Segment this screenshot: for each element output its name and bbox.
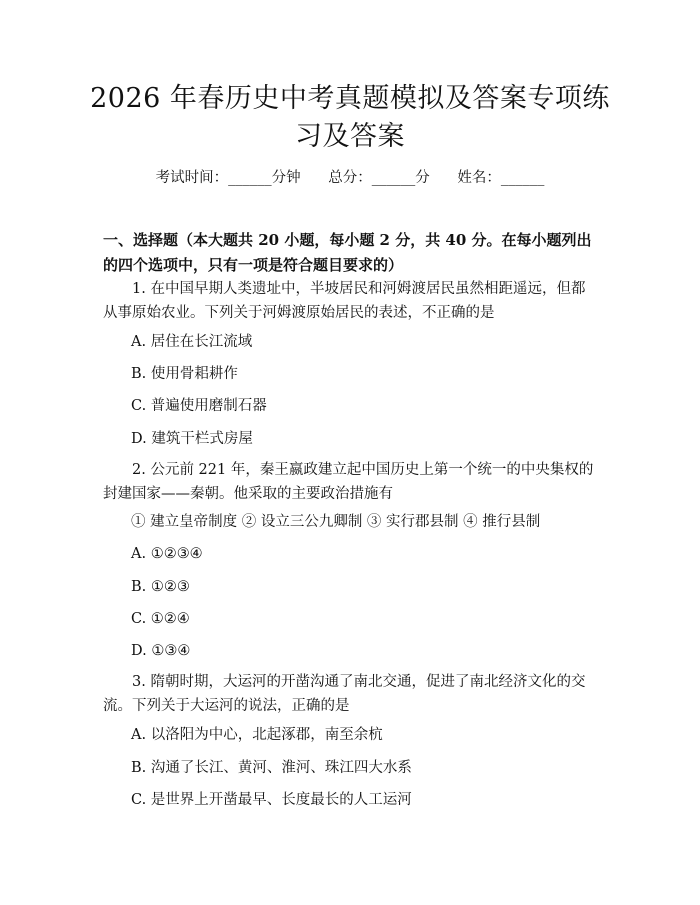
question-2-option-c: C. ①②④ [131,611,190,627]
question-2-option-d: D. ①③④ [131,643,191,659]
question-1-option-d: D. 建筑干栏式房屋 [131,431,253,447]
section-heading: 一、选择题（本大题共 20 小题，每小题 2 分，共 40 分。在每小题列出的四个选项中，只有一项是符合题目要求的） [103,231,592,274]
question-2-option-b: B. ①②③ [131,579,190,595]
question-3-option-b: B. 沟通了长江、黄河、淮河、珠江四大水系 [131,760,412,776]
question-3-option-a: A. 以洛阳为中心，北起涿郡，南至余杭 [131,727,383,743]
question-1-option-c: C. 普遍使用磨制石器 [131,398,267,414]
question-1-stem: 1. 在中国早期人类遗址中，半坡居民和河姆渡居民虽然相距遥远，但都从事原始农业。下列关于河姆渡原始居民的表述，不正确的是 [103,281,586,321]
question-2-statements: ① 建立皇帝制度 ② 设立三公九卿制 ③ 实行郡县制 ④ 推行县制 [131,514,541,530]
question-2-stem: 2. 公元前 221 年，秦王嬴政建立起中国历史上第一个统一的中央集权的封建国家——秦朝。他采取的主要政治措施有 [103,462,594,502]
question-3-stem: 3. 隋朝时期，大运河的开凿沟通了南北交通，促进了南北经济文化的交流。下列关于大运河的说法，正确的是 [103,674,586,714]
question-1-option-a: A. 居住在长江流域 [131,334,253,350]
document-title: 2026 年春历史中考真题模拟及答案专项练习及答案 [90,83,610,152]
question-1-option-b: B. 使用骨耜耕作 [131,366,238,382]
question-2-option-a: A. ①②③④ [131,546,203,562]
exam-info-line: 考试时间：______分钟 总分：______分 姓名：______ [155,170,545,186]
question-3-option-c: C. 是世界上开凿最早、长度最长的人工运河 [131,792,412,808]
